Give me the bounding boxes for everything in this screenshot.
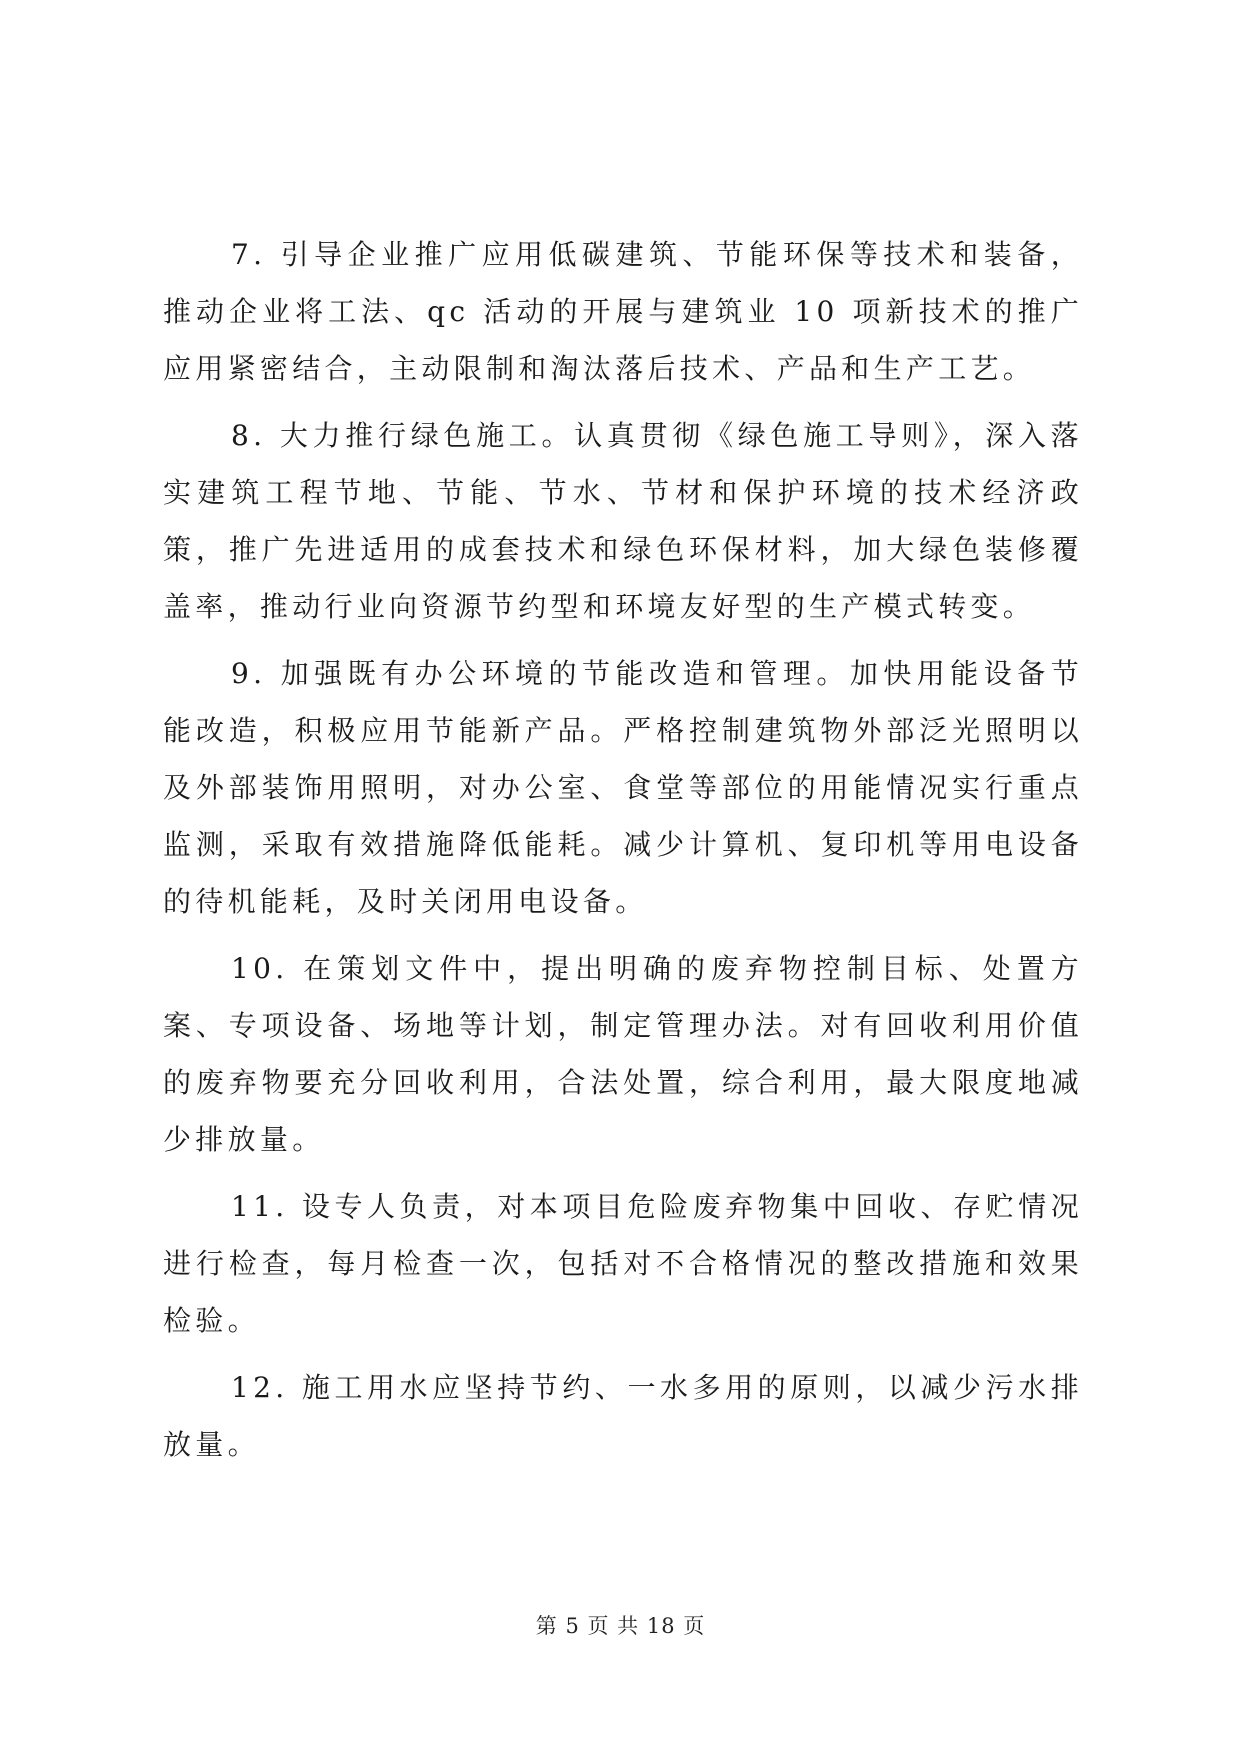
paragraph-11: 11. 设专人负责，对本项目危险废弃物集中回收、存贮情况进行检查，每月检查一次，包括对不合格情况的整改措施和效果检验。: [163, 1190, 1083, 1337]
paragraph-8: 8. 大力推行绿色施工。认真贯彻《绿色施工导则》，深入落实建筑工程节地、节能、节水、节材和保护环境的技术经济政策，推广先进适用的成套技术和绿色环保材料，加大绿色装修覆盖率，推动行业向资源节约型和环境友好型的生产模式转变。: [163, 419, 1083, 623]
paragraph-7: 7. 引导企业推广应用低碳建筑、节能环保等技术和装备，推动企业将工法、qc 活动的开展与建筑业 10 项新技术的推广应用紧密结合，主动限制和淘汰落后技术、产品和生产工艺。: [163, 238, 1083, 385]
paragraph-9: 9. 加强既有办公环境的节能改造和管理。加快用能设备节能改造，积极应用节能新产品。严格控制建筑物外部泛光照明以及外部装饰用照明，对办公室、食堂等部位的用能情况实行重点监测，采取有效措施降低能耗。减少计算机、复印机等用电设备的待机能耗，及时关闭用电设备。: [163, 657, 1083, 918]
document-body: [163, 226, 1083, 1483]
paragraph-12: 12. 施工用水应坚持节约、一水多用的原则，以减少污水排放量。: [163, 1371, 1083, 1461]
page-number-footer: 第 5 页 共 18 页: [535, 1614, 706, 1638]
paragraph-10: 10. 在策划文件中，提出明确的废弃物控制目标、处置方案、专项设备、场地等计划，制定管理办法。对有回收利用价值的废弃物要充分回收利用，合法处置，综合利用，最大限度地减少排放量。: [163, 952, 1083, 1156]
